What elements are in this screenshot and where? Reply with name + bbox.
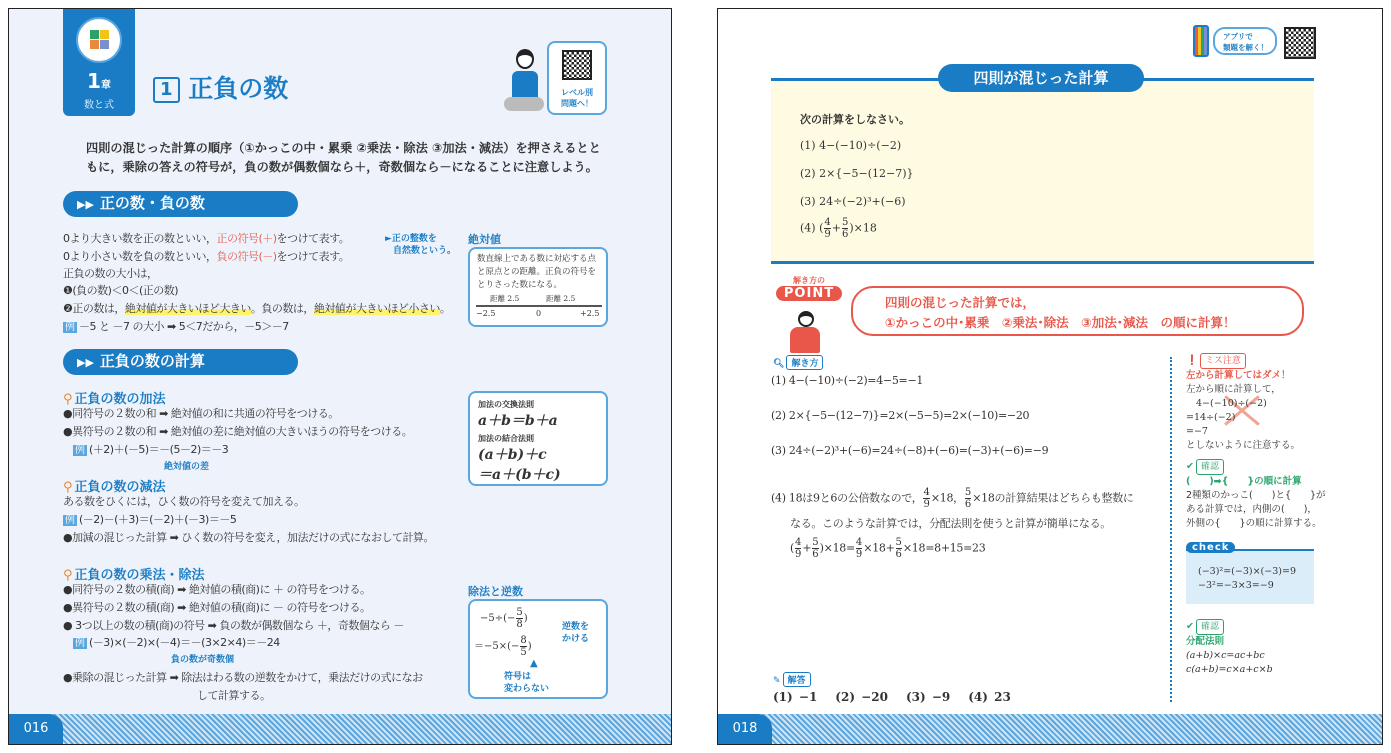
page-number: 018	[718, 714, 772, 744]
text: ×18=	[823, 541, 855, 555]
mistake-tag: ミス注意	[1200, 353, 1246, 369]
confirm-note-distributive	[1186, 619, 1326, 677]
division-reciprocal-box	[468, 599, 608, 699]
qr-label-2: 問題へ！	[561, 99, 593, 108]
bullet-line: ●同符号の２数の積(商) ➡ 絶対値の積(商)に ＋ の符号をつける。	[63, 583, 371, 596]
denominator: 6	[895, 549, 902, 560]
arrow-up-icon: ▲	[530, 658, 538, 669]
point-line: 四則の混じった計算では，	[885, 295, 1036, 310]
text: ×18の計算結果はどちらも整数に	[972, 491, 1134, 505]
example-line	[63, 319, 289, 336]
division-reciprocal-label: 除法と逆数	[468, 585, 523, 598]
formula-line: c(a+b)=c×a+c×b	[1186, 664, 1273, 675]
title-number: 1	[153, 77, 180, 103]
law-formula: a＋b＝b＋a	[478, 413, 558, 429]
denominator: 6	[964, 499, 972, 510]
section-heading-calculation	[63, 349, 298, 375]
note-line: 変わらない	[504, 684, 550, 694]
point-big: POINT	[776, 286, 842, 301]
bullet-line: ●異符号の２数の積(商) ➡ 絶対値の積(商)に － の符号をつける。	[63, 601, 371, 614]
bullet-line: ●同符号の２数の和 ➡ 絶対値の和に共通の符号をつける。	[63, 407, 339, 420]
law-label: 加法の交換法則	[478, 400, 534, 409]
text-line	[63, 249, 349, 265]
text: (4) 18は9と6の公倍数なので，	[771, 491, 923, 505]
confirm-title: 分配法則	[1186, 636, 1225, 647]
denominator: 6	[841, 229, 849, 240]
chapter-number: 1	[87, 69, 101, 93]
numerator: 5	[516, 607, 523, 618]
numerator: 8	[520, 635, 527, 646]
confirm-note-brackets	[1186, 459, 1326, 531]
example-line	[73, 635, 280, 652]
mistake-line: =−7	[1186, 426, 1208, 437]
note-line: ►正の整数を	[385, 234, 437, 244]
confirm-title: ( )➡{ }の順に計算	[1186, 476, 1302, 487]
text: (－2)－(＋3)＝(－2)＋(－3)＝－5	[79, 513, 237, 526]
law-formula: ＝a＋(b＋c)	[478, 467, 561, 483]
numerator: 4	[923, 487, 930, 498]
pencil-icon: ✎	[773, 676, 781, 686]
intro-line: 四則の混じった計算の順序（①かっこの中・累乗 ②乗法・除法 ③加法・減法）を押さえるとと	[86, 141, 601, 155]
check-box	[1186, 542, 1314, 604]
example-badge: 例	[75, 445, 85, 456]
numerator: 5	[964, 487, 972, 498]
point-small: 解き方の	[793, 276, 825, 285]
law-formula: (a＋b)＋c	[478, 447, 547, 463]
problem-4: (4) ( $\frac{4}{9}$ + $\frac{5}{6}$ )×18	[800, 217, 877, 240]
text: (－3)×(－2)×(－4)＝－(3×2×4)＝－24	[89, 636, 280, 649]
solve-tag: 解き方	[786, 355, 823, 370]
chapter-tab	[63, 9, 135, 116]
intro-line: もに，乗除の答えの符号が，負の数が偶数個なら＋，奇数個なら－になることに注意しよう。	[86, 160, 598, 174]
text: ❷正の数は，	[63, 302, 125, 315]
example-line	[73, 442, 228, 459]
text: ×18	[853, 221, 877, 235]
subheading-addition	[63, 388, 166, 407]
double-arrow-icon: ▶▶	[77, 356, 94, 369]
example-line	[63, 512, 236, 529]
example-badge: 例	[75, 638, 85, 649]
bullet-line: ●乗除の混じった計算 ➡ 除法はわる数の逆数をかけて，乗法だけの式になお	[63, 671, 423, 684]
check-badge-icon: ✔	[1186, 461, 1194, 472]
note-line: 逆数を	[562, 622, 590, 632]
chapter-unit: 章	[100, 80, 111, 91]
example-badge: 例	[65, 322, 75, 333]
subheading-text: 正負の数の減法	[74, 480, 166, 495]
text: 。	[439, 302, 451, 315]
note-odd-negatives: 負の数が奇数個	[171, 655, 235, 665]
law-label: 加法の結合法則	[478, 434, 534, 443]
numerator: 5	[812, 537, 819, 548]
subheading-subtraction	[63, 476, 166, 495]
mistake-title: 左から計算してはダメ！	[1186, 370, 1291, 381]
phone-icon	[1193, 25, 1209, 57]
note-sign-unchanged	[504, 671, 549, 695]
text: ×18+	[863, 541, 895, 555]
text-line	[63, 231, 349, 247]
bullet-line: して計算する。	[197, 689, 271, 702]
text-line: ある数をひくには，ひく数の符号を変えて加える。	[63, 495, 305, 508]
solution-2: (2) 2×{−5−(12−7)}=2×(−5−5)=2×(−10)=−20	[771, 409, 1030, 422]
answer-tag: 解答	[783, 672, 811, 687]
page-title	[153, 69, 288, 105]
denominator: 5	[520, 647, 527, 658]
solution-3: (3) 24÷(−2)³+(−6)=24÷(−8)+(−6)=(−3)+(−6)=−9	[771, 444, 1049, 457]
highlight: 絶対値が大きいほど小さい	[313, 302, 440, 315]
left-page	[8, 8, 672, 745]
instruction: 次の計算をしなさい。	[800, 113, 910, 126]
chapter-name: 数と式	[84, 100, 114, 111]
app-label-line: 類題を解く！	[1223, 43, 1268, 52]
reciprocal-row: −5÷(− $\frac{5}{8}$ )	[480, 607, 528, 630]
mistake-line: =14÷(−2)	[1186, 412, 1236, 423]
solution-4-line1	[771, 487, 1134, 510]
text: 。負の数は，	[250, 302, 314, 315]
confirm-tag: 確認	[1196, 459, 1224, 475]
check-badge-icon: ✔	[1186, 621, 1194, 632]
absolute-value-label: 絶対値	[468, 233, 501, 246]
qr-bubble[interactable]	[547, 41, 607, 115]
reciprocal-row: ＝−5×(− $\frac{8}{5}$ )	[474, 635, 532, 658]
point-line: ①かっこの中･累乗 ②乗法･除法 ③加法･減法 の順に計算！	[885, 315, 1236, 330]
text: ＝−5×(−	[474, 641, 520, 652]
emphasis: 正の符号(＋)	[216, 232, 277, 245]
tick-label: −2.5	[476, 309, 496, 318]
example-badge: 例	[65, 515, 75, 526]
check-line: (−3)²=(−3)×(−3)=9	[1198, 566, 1296, 577]
text-line: 正負の数の大小は，	[63, 267, 158, 280]
tick-label: +2.5	[580, 309, 600, 318]
page-footer	[9, 714, 671, 744]
note-line: 自然数という。	[393, 246, 457, 256]
point-logo	[776, 275, 842, 301]
problem-1: (1) 4−(−10)÷(−2)	[800, 139, 902, 152]
emphasis: 負の符号(－)	[216, 250, 277, 263]
answer-3: (3) −9	[905, 690, 951, 704]
section-heading-positive-negative	[63, 191, 298, 217]
qr-code[interactable]	[1284, 27, 1316, 59]
page-footer	[718, 714, 1382, 744]
answers	[773, 690, 1011, 704]
denominator: 6	[812, 549, 819, 560]
solution-4-line3: ( $\frac{4}{9}$ + $\frac{5}{6}$ )×18= $\frac{4}{9}$ ×18+ $\frac{5}{6}$ ×18=8+15=23	[790, 537, 986, 560]
chapter-icon	[76, 17, 122, 63]
exclamation-icon: ❗	[1186, 355, 1198, 366]
title-text: 正負の数	[188, 74, 289, 103]
text: 0より大きい数を正の数といい，	[63, 232, 217, 245]
column-divider	[1170, 357, 1172, 702]
denominator: 9	[824, 229, 831, 240]
student-illustration	[786, 311, 828, 355]
mistake-line: 4−(−10)÷(−2)	[1196, 398, 1267, 409]
numerator: 4	[795, 537, 802, 548]
double-arrow-icon: ▶▶	[77, 198, 94, 211]
denominator: 9	[923, 499, 930, 510]
text: (＋2)＋(－5)＝－(5－2)＝－3	[89, 443, 229, 456]
formula-line: (a+b)×c=ac+bc	[1186, 650, 1265, 661]
text: をつけて表す。	[276, 250, 350, 263]
page-number: 016	[9, 714, 63, 744]
text: ×18=8+15=23	[902, 541, 986, 555]
bullet-line: ● 3つ以上の数の積(商)の符号 ➡ 負の数が偶数個なら ＋，奇数個なら －	[63, 619, 404, 632]
tick-label: 0	[536, 309, 542, 318]
numerator: 5	[895, 537, 902, 548]
text: をつけて表す。	[276, 232, 350, 245]
pin-icon: ⚲	[63, 568, 73, 583]
note-line: 符号は	[504, 672, 532, 682]
answer-4: (4) 23	[968, 690, 1011, 704]
text-line: ❶(負の数)＜0＜(正の数)	[63, 284, 179, 297]
check-tag: check	[1186, 542, 1235, 553]
mistake-note	[1186, 353, 1326, 453]
qr-label-1: レベル別	[561, 88, 593, 97]
app-badge[interactable]	[1191, 23, 1281, 59]
app-label-line: アプリで	[1223, 32, 1253, 41]
text: 0より小さい数を負の数といい，	[63, 250, 217, 263]
qr-code[interactable]	[562, 50, 592, 80]
note-multiply-reciprocal	[562, 621, 589, 645]
pin-icon: ⚲	[63, 392, 73, 407]
point-bubble	[851, 286, 1304, 336]
right-page	[717, 8, 1383, 745]
answer-1: (1) −1	[773, 690, 818, 704]
subheading-text: 正負の数の加法	[74, 392, 166, 407]
answer-label	[773, 672, 811, 687]
problem-header: 四則が混じった計算	[938, 64, 1144, 92]
note-absolute-difference: 絶対値の差	[164, 462, 210, 472]
intro-text	[86, 139, 601, 177]
text: −5÷(−	[480, 613, 516, 624]
subheading-multiplication	[63, 564, 205, 583]
section-title: 正の数・負の数	[99, 194, 205, 212]
numerator: 4	[855, 537, 863, 548]
answer-2: (2) −20	[835, 690, 888, 704]
denominator: 9	[855, 549, 863, 560]
distance-label: 距離 2.5	[546, 294, 576, 303]
text: ×18，	[930, 491, 964, 505]
denominator: 8	[516, 619, 523, 630]
mistake-line: としないように注意する。	[1186, 440, 1301, 451]
student-illustration	[504, 49, 544, 114]
problem-2: (2) 2×{−5−(12−7)}	[800, 167, 914, 180]
number-line	[476, 305, 602, 307]
box-text: 数直線上である数に対応する点と原点との距離。正負の符号をとりさった数になる。	[477, 254, 597, 290]
note-line: かける	[562, 634, 590, 644]
pin-icon: ⚲	[63, 480, 73, 495]
check-line: −3²=−3×3=−9	[1198, 580, 1274, 591]
bullet-line: ●異符号の２数の和 ➡ 絶対値の差に絶対値の大きいほうの符号をつける。	[63, 425, 413, 438]
denominator: 9	[795, 549, 802, 560]
confirm-text: 2種類のかっこ( )と{ }がある計算では，内側の( )，外側の{ }の順に計算する。	[1186, 490, 1326, 529]
text-line	[63, 301, 450, 317]
subheading-text: 正負の数の乗法・除法	[74, 568, 205, 583]
distance-label: 距離 2.5	[490, 294, 520, 303]
problem-3: (3) 24÷(−2)³+(−6)	[800, 195, 906, 208]
confirm-tag: 確認	[1196, 619, 1224, 635]
side-note-natural-numbers	[385, 233, 456, 257]
solution-1: (1) 4−(−10)÷(−2)=4−5=−1	[771, 374, 924, 387]
text: －5 と －7 の大小 ➡ 5＜7だから，－5＞－7	[79, 320, 289, 333]
addition-laws-box	[468, 391, 608, 486]
numerator: 4	[824, 217, 831, 228]
solution-4-line2: なる。このような計算では，分配法則を使うと計算が簡単になる。	[790, 517, 1111, 530]
solve-label	[773, 355, 823, 370]
numerator: 5	[841, 217, 849, 228]
magnifier-icon: 🔍︎	[773, 359, 785, 369]
highlight: 絶対値が大きいほど大きい	[124, 302, 251, 315]
absolute-value-box	[468, 247, 608, 327]
section-title: 正負の数の計算	[99, 352, 205, 370]
bullet-line: ●加減の混じった計算 ➡ ひく数の符号を変え，加法だけの式になおして計算。	[63, 531, 434, 544]
label: (4)	[800, 221, 816, 235]
mistake-line: 左から順に計算して，	[1186, 384, 1281, 395]
